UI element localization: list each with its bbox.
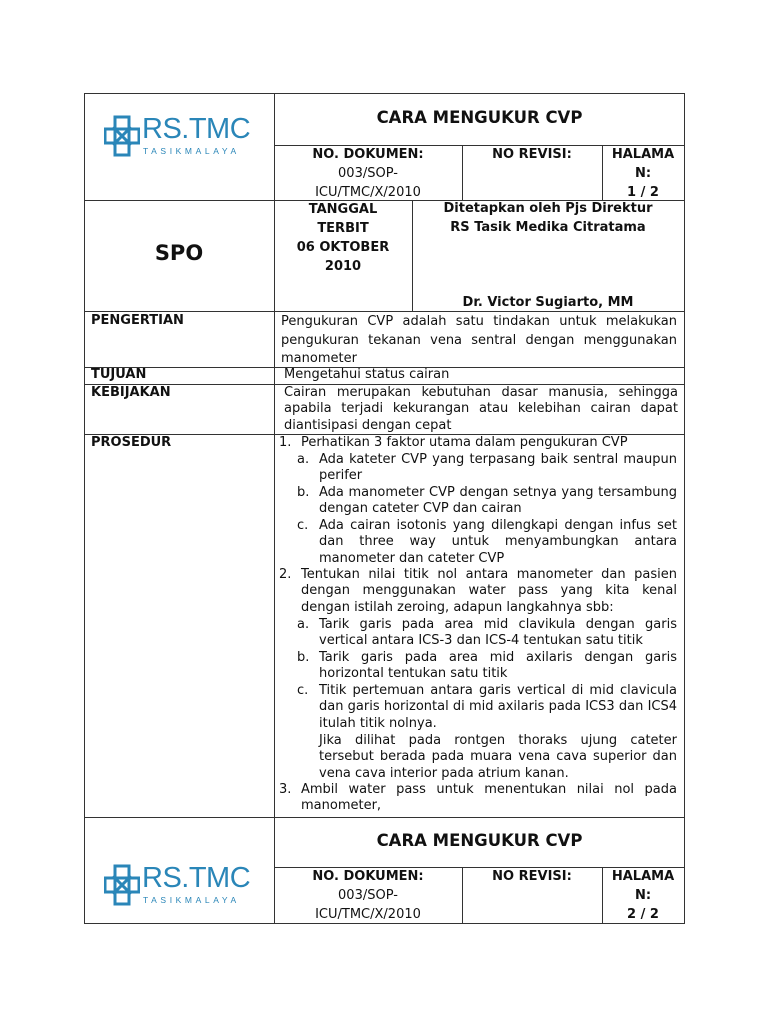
tujuan-text: Mengetahui status cairan	[284, 367, 450, 382]
step-number-2: 2.	[279, 567, 292, 582]
step-1c-text: Ada cairan isotonis yang dilengkapi dengan infus set dan three way untuk menyambungkan antara manometer dan cateter CVP	[319, 518, 677, 566]
substep-marker-b: b.	[297, 650, 310, 665]
document-title: CARA MENGUKUR CVP	[376, 831, 583, 850]
issue-date-label-2: TERBIT	[317, 221, 369, 236]
logo-city: TASIKMALAYA	[143, 895, 240, 905]
hospital-logo	[104, 113, 254, 161]
doc-number-line2: ICU/TMC/X/2010	[315, 185, 421, 200]
spo-label: SPO	[154, 241, 204, 265]
page-label-1: HALAMA	[611, 869, 675, 884]
approval-cell	[412, 199, 684, 237]
substep-marker-b: b.	[297, 485, 310, 500]
revision-label: NO REVISI:	[492, 869, 572, 884]
page-label-2: N:	[634, 888, 652, 903]
kebijakan-text: Cairan merupakan kebutuhan dasar manusia, sehingga apabila terjadi kekurangan atau kelebihan cairan dapat diantisipasi dengan cepat	[284, 385, 678, 433]
step-3-text: Ambil water pass untuk menentukan nilai nol pada manometer,	[301, 782, 677, 814]
doc-number-line1: 003/SOP-	[338, 888, 398, 903]
table-border-right	[684, 93, 685, 817]
approval-line-1: Ditetapkan oleh Pjs Direktur	[443, 201, 653, 216]
doc-number-label: NO. DOKUMEN:	[312, 869, 424, 884]
kebijakan-label: KEBIJAKAN	[91, 385, 171, 400]
page-cell	[602, 867, 684, 924]
table-border-top	[84, 93, 685, 94]
cross-emblem-icon	[104, 115, 140, 157]
doc-number-label: NO. DOKUMEN:	[312, 147, 424, 162]
logo-city: TASIKMALAYA	[143, 146, 240, 156]
doc-number-cell	[274, 145, 462, 202]
substep-marker-c: c.	[297, 683, 309, 698]
step-1b-text: Ada manometer CVP dengan setnya yang tersambung dengan cateter CVP dan cairan	[319, 485, 677, 517]
page-label-2: N:	[634, 166, 652, 181]
page-number: 1 / 2	[627, 185, 659, 200]
document-title: CARA MENGUKUR CVP	[376, 108, 583, 127]
step-1-text: Perhatikan 3 faktor utama dalam pengukuran CVP	[301, 435, 628, 450]
step-1a-text: Ada kateter CVP yang terpasang baik sentral maupun perifer	[319, 452, 677, 484]
doc-number-cell	[274, 867, 462, 924]
substep-marker-a: a.	[297, 452, 310, 467]
page-label-1: HALAMA	[611, 147, 675, 162]
issue-date-value-1: 06 OKTOBER	[296, 240, 390, 255]
prosedur-label: PROSEDUR	[91, 435, 172, 450]
step-2c-note: Jika dilihat pada rontgen thoraks ujung cateter tersebut berada pada muara vena cava superior dan vena cava interior pada atrium kanan.	[319, 733, 677, 781]
step-2-text: Tentukan nilai titik nol antara manometer dan pasien dengan menggunakan water pass yang kita kenal dengan istilah zeroing, adapun langkahnya sbb:	[301, 567, 677, 615]
tujuan-label: TUJUAN	[91, 367, 147, 382]
step-number-3: 3.	[279, 782, 292, 797]
logo-name: RS.TMC	[142, 862, 251, 894]
step-2a-text: Tarik garis pada area mid clavikula dengan garis vertical antara ICS-3 dan ICS-4 tentukan satu titik	[319, 617, 677, 649]
approval-line-2: RS Tasik Medika Citratama	[450, 220, 646, 235]
pengertian-text: Pengukuran CVP adalah satu tindakan untuk melakukan pengukuran tekanan vena sentral dengan menggunakan manometer	[281, 314, 677, 366]
doc-number-line1: 003/SOP-	[338, 166, 398, 181]
step-2c-text: Titik pertemuan antara garis vertical di mid clavicula dan garis horizontal di mid axilaris pada ICS3 dan ICS4 itulah titik nolnya.	[319, 683, 677, 731]
cross-emblem-icon	[104, 864, 140, 906]
step-number-1: 1.	[279, 435, 292, 450]
hospital-logo	[104, 862, 254, 910]
page-cell	[602, 145, 684, 202]
table-border-left	[84, 817, 85, 924]
step-2b-text: Tarik garis pada area mid axilaris dengan garis horizontal tentukan satu titik	[319, 650, 677, 682]
pengertian-label: PENGERTIAN	[91, 313, 184, 328]
issue-date-label-1: TANGGAL	[308, 202, 378, 217]
substep-marker-c: c.	[297, 518, 309, 533]
doc-number-line2: ICU/TMC/X/2010	[315, 907, 421, 922]
revision-label: NO REVISI:	[492, 147, 572, 162]
issue-date-value-2: 2010	[324, 259, 362, 274]
logo-name: RS.TMC	[142, 113, 251, 145]
issue-date-cell	[274, 200, 412, 276]
signer-name: Dr. Victor Sugiarto, MM	[462, 295, 634, 310]
divider	[84, 817, 685, 818]
table-border-left	[84, 93, 85, 817]
substep-marker-a: a.	[297, 617, 310, 632]
page-number: 2 / 2	[627, 907, 659, 922]
